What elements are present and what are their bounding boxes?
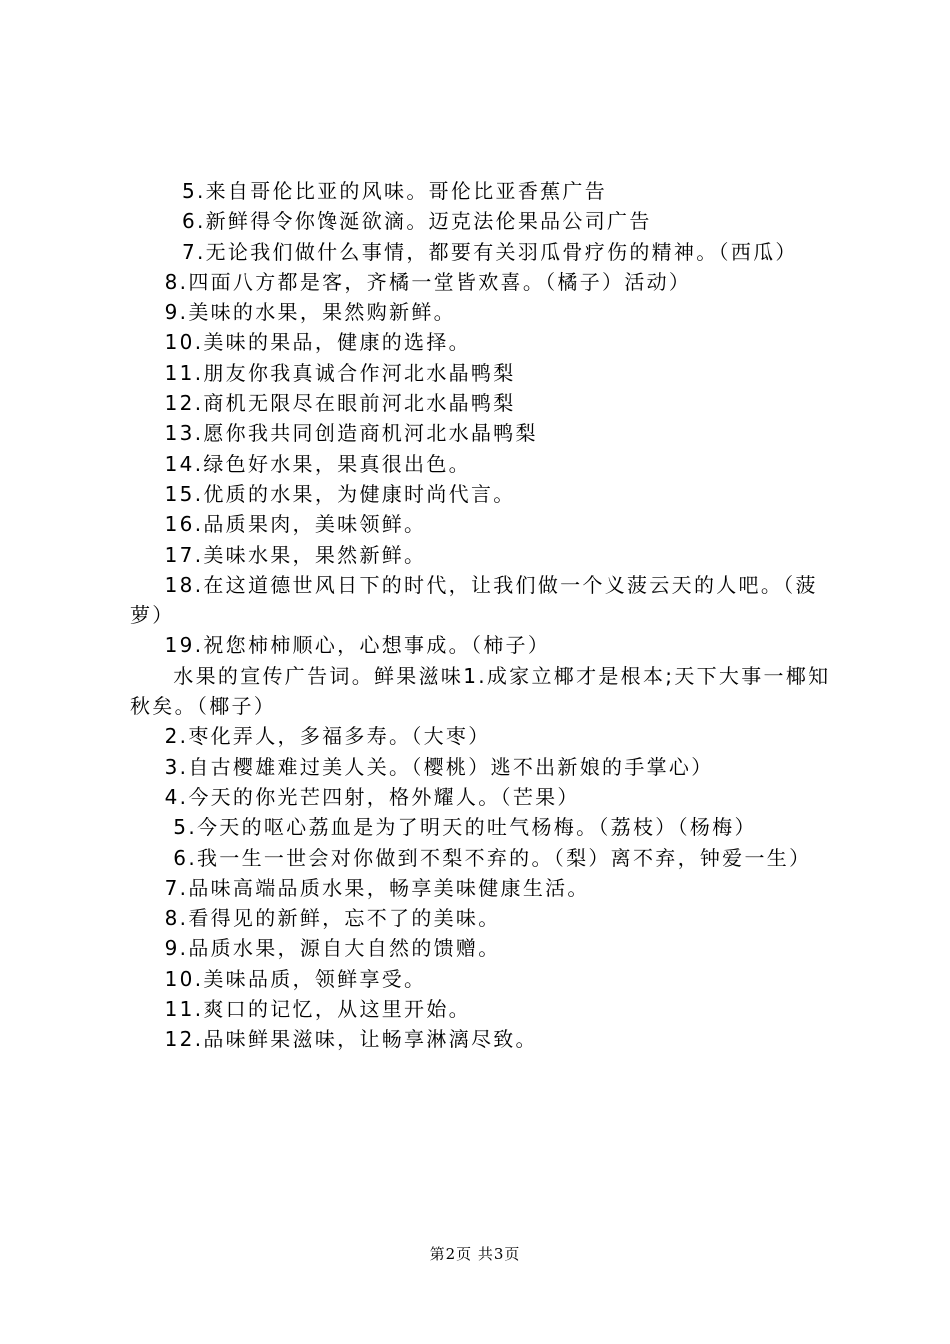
text-line: 水果的宣传广告词。鲜果滋味1.成家立椰才是根本;天下大事一椰知秋矣。（椰子）	[130, 663, 831, 719]
text-line: 7.品味高端品质水果，畅享美味健康生活。	[130, 875, 590, 900]
text-line: 11.朋友你我真诚合作河北水晶鸭梨	[130, 360, 516, 385]
text-line: 2.枣化弄人，多福多寿。（大枣）	[130, 724, 491, 749]
text-line: 12.品味鲜果滋味，让畅享淋漓尽致。	[130, 1027, 538, 1052]
text-line: 10.美味品质，领鲜享受。	[130, 966, 427, 991]
text-line: 6.新鲜得令你馋涎欲滴。迈克法伦果品公司广告	[130, 209, 652, 234]
text-line: 5.来自哥伦比亚的风味。哥伦比亚香蕉广告	[130, 179, 608, 203]
text-line: 16.品质果肉，美味领鲜。	[130, 512, 427, 537]
text-line: 19.祝您柿柿顺心，心想事成。（柿子）	[130, 633, 551, 658]
text-line: 8.看得见的新鲜，忘不了的美味。	[130, 906, 501, 931]
text-line: 10.美味的果品，健康的选择。	[130, 330, 471, 355]
text-line: 3.自古樱雄难过美人关。（樱桃）逃不出新娘的手掌心）	[130, 754, 714, 779]
text-line: 4.今天的你光芒四射，格外耀人。（芒果）	[130, 784, 580, 809]
text-line: 9.品质水果，源自大自然的馈赠。	[130, 936, 501, 961]
document-body	[130, 176, 835, 1055]
text-line: 17.美味水果，果然新鲜。	[130, 542, 427, 567]
text-line: 6.我一生一世会对你做到不梨不弃的。（梨）离不弃，钟爱一生）	[130, 845, 812, 870]
text-line: 12.商机无限尽在眼前河北水晶鸭梨	[130, 391, 516, 416]
text-line: 5.今天的呕心荔血是为了明天的吐气杨梅。（荔枝）（杨梅）	[130, 815, 757, 840]
text-line: 7.无论我们做什么事情，都要有关羽瓜骨疗伤的精神。（西瓜）	[130, 239, 798, 264]
text-line: 18.在这道德世风日下的时代，让我们做一个义菠云天的人吧。（菠萝）	[130, 572, 818, 628]
page-number-footer: 第2页 共3页	[429, 1245, 521, 1263]
text-line: 15.优质的水果，为健康时尚代言。	[130, 481, 516, 506]
text-line: 14.绿色好水果，果真很出色。	[130, 451, 471, 476]
text-line: 11.爽口的记忆，从这里开始。	[130, 997, 471, 1022]
text-line: 13.愿你我共同创造商机河北水晶鸭梨	[130, 421, 538, 446]
text-line: 8.四面八方都是客，齐橘一堂皆欢喜。（橘子）活动）	[130, 269, 692, 294]
text-line: 9.美味的水果，果然购新鲜。	[130, 300, 456, 325]
